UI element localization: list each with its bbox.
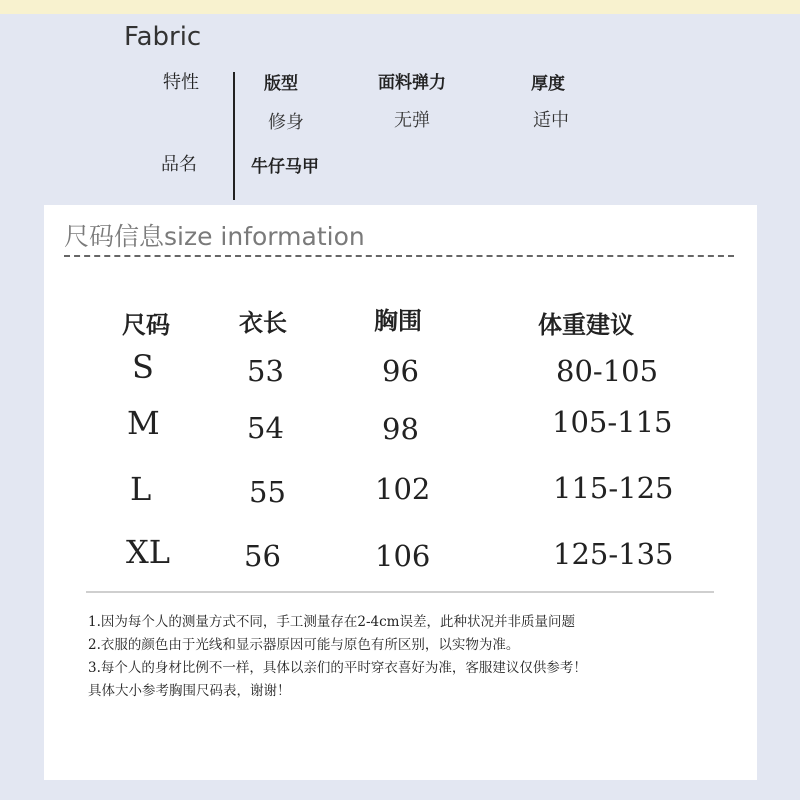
fabric-divider xyxy=(233,72,235,200)
table-row-chest: 106 xyxy=(375,539,431,573)
dashed-divider xyxy=(64,255,734,257)
product-name-label: 品名 xyxy=(161,154,197,175)
table-row-size: XL xyxy=(126,533,171,571)
attr-stretch-header: 面料弹力 xyxy=(378,73,446,93)
col-header-weight: 体重建议 xyxy=(538,311,634,339)
attr-stretch-value: 无弹 xyxy=(394,110,430,131)
features-label: 特性 xyxy=(163,72,199,93)
note-line: 具体大小参考胸围尺码表，谢谢！ xyxy=(88,683,291,699)
fabric-title: Fabric xyxy=(124,22,202,52)
attr-fit-value: 修身 xyxy=(268,112,304,133)
table-row-weight: 105-115 xyxy=(552,405,673,439)
size-info-title: 尺码信息size information xyxy=(64,222,365,251)
table-row-weight: 125-135 xyxy=(553,537,674,571)
attr-thickness-value: 适中 xyxy=(533,110,569,131)
size-info-panel xyxy=(44,205,757,780)
col-header-size: 尺码 xyxy=(122,311,170,339)
table-row-length: 53 xyxy=(247,354,284,388)
table-row-size: S xyxy=(132,348,154,386)
attr-thickness-header: 厚度 xyxy=(531,74,565,94)
table-row-length: 56 xyxy=(244,539,281,573)
table-row-length: 54 xyxy=(247,411,284,445)
table-row-chest: 96 xyxy=(382,354,419,388)
top-banner-strip xyxy=(0,0,800,14)
note-line: 2.衣服的颜色由于光线和显示器原因可能与原色有所区别，以实物为准。 xyxy=(88,637,520,653)
col-header-chest: 胸围 xyxy=(374,307,422,335)
table-row-weight: 80-105 xyxy=(556,354,659,388)
notes-divider xyxy=(86,591,714,593)
table-row-weight: 115-125 xyxy=(553,471,674,505)
table-row-size: M xyxy=(127,404,160,442)
col-header-length: 衣长 xyxy=(239,309,287,337)
note-line: 1.因为每个人的测量方式不同，手工测量存在2-4cm误差，此种状况并非质量问题 xyxy=(88,614,575,630)
product-name-value: 牛仔马甲 xyxy=(251,157,319,177)
table-row-chest: 98 xyxy=(382,412,419,446)
attr-fit-header: 版型 xyxy=(264,74,298,94)
table-row-length: 55 xyxy=(249,475,286,509)
table-row-size: L xyxy=(130,470,152,508)
note-line: 3.每个人的身材比例不一样，具体以亲们的平时穿衣喜好为准，客服建议仅供参考！ xyxy=(88,660,587,676)
table-row-chest: 102 xyxy=(375,472,431,506)
